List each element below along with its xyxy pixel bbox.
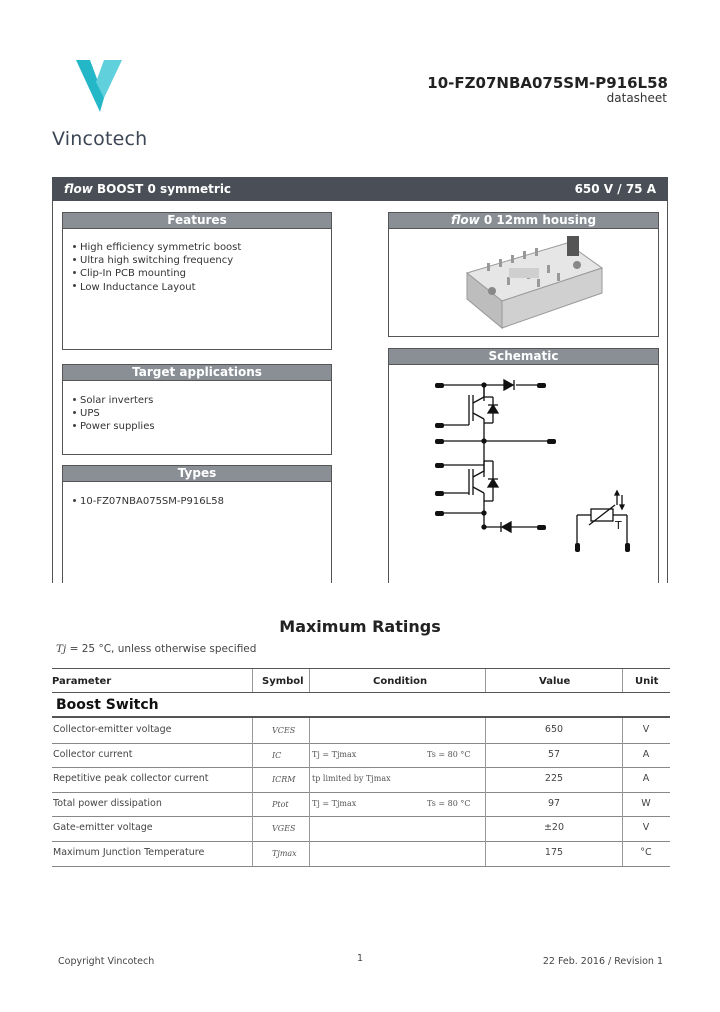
cell-divider <box>252 792 253 817</box>
list-item: Ultra high switching frequency <box>72 255 331 266</box>
cell-unit: A <box>642 773 650 785</box>
cell-symbol: Ptot <box>272 799 289 809</box>
types-list <box>72 496 331 507</box>
document-type: datasheet <box>606 91 667 105</box>
cell-condition-b: Ts = 80 °C <box>427 798 471 808</box>
cell-symbol: VCES <box>272 726 296 735</box>
cell-divider <box>309 767 310 792</box>
header-parameter: Parameter <box>52 676 112 687</box>
cell-parameter: Collector current <box>53 748 133 760</box>
cell-divider <box>252 841 253 866</box>
cell-symbol: ICRM <box>272 775 296 785</box>
row-rule <box>52 792 670 793</box>
section-rule <box>52 716 670 718</box>
ntc-label: T <box>615 519 622 532</box>
header-value: Value <box>539 676 571 687</box>
features-box <box>62 212 332 350</box>
features-list <box>72 242 331 293</box>
header-divider <box>485 669 486 692</box>
cell-parameter: Total power dissipation <box>53 797 162 809</box>
types-heading: Types <box>63 466 331 482</box>
cell-parameter: Maximum Junction Temperature <box>53 847 205 858</box>
cell-unit: W <box>641 797 651 809</box>
cell-divider <box>309 718 310 743</box>
section-boost-switch: Boost Switch <box>56 697 159 713</box>
housing-heading: flow 0 12mm housing <box>389 213 658 229</box>
maximum-ratings-title: Maximum Ratings <box>279 617 441 636</box>
cell-condition-a: Tj = Tjmax <box>312 798 357 808</box>
cell-divider <box>252 767 253 792</box>
cell-symbol: Tjmax <box>272 849 297 858</box>
footer-date-revision: 22 Feb. 2016 / Revision 1 <box>542 956 663 967</box>
schematic-heading: Schematic <box>389 349 658 365</box>
cell-divider <box>309 816 310 841</box>
footer-copyright: Copyright Vincotech <box>58 956 155 967</box>
cell-unit: V <box>642 822 650 834</box>
target-applications-box <box>62 364 332 455</box>
cell-value: ±20 <box>543 822 565 834</box>
product-family: flow BOOST 0 symmetric <box>64 182 232 196</box>
vincotech-logo-mark <box>74 58 126 118</box>
cell-value: 650 <box>544 724 564 735</box>
housing-box <box>388 212 659 337</box>
cell-value: 175 <box>544 847 564 858</box>
footer-page-number: 1 <box>357 953 364 964</box>
cell-divider <box>309 841 310 866</box>
applications-heading: Target applications <box>63 365 331 381</box>
cell-condition-a: tp limited by Tjmax <box>312 774 391 784</box>
cell-value: 57 <box>547 748 561 760</box>
applications-list <box>72 395 331 432</box>
cell-parameter: Collector-emitter voltage <box>53 724 172 735</box>
cell-unit: A <box>642 748 650 760</box>
cell-divider <box>309 792 310 817</box>
part-number-title: 10-FZ07NBA075SM-P916L58 <box>427 74 668 92</box>
row-rule <box>52 866 670 867</box>
cell-value: 97 <box>547 797 561 809</box>
cell-divider <box>309 743 310 768</box>
cell-condition-b: Ts = 80 °C <box>427 749 471 759</box>
cell-parameter: Repetitive peak collector current <box>53 773 209 785</box>
cell-value: 225 <box>544 773 564 785</box>
list-item: Low Inductance Layout <box>72 282 331 293</box>
cell-unit: V <box>642 724 650 735</box>
header-symbol: Symbol <box>262 676 304 687</box>
cell-parameter: Gate-emitter voltage <box>53 822 153 834</box>
cell-condition-a: Tj = Tjmax <box>312 749 357 759</box>
table-header-rule <box>52 692 670 693</box>
product-rating: 650 V / 75 A <box>574 182 656 196</box>
list-item: UPS <box>72 408 331 419</box>
features-heading: Features <box>63 213 331 229</box>
schematic-diagram <box>389 365 659 587</box>
cell-unit: °C <box>640 847 652 858</box>
cell-divider <box>252 743 253 768</box>
list-item: 10-FZ07NBA075SM-P916L58 <box>72 496 331 507</box>
types-box <box>62 465 332 583</box>
temperature-condition-note: Tj = 25 °C, unless otherwise specified <box>56 643 257 655</box>
schematic-box <box>388 348 659 583</box>
product-title-bar <box>52 177 668 201</box>
cell-symbol: VGES <box>272 824 296 834</box>
header-divider <box>252 669 253 692</box>
cell-divider <box>252 718 253 743</box>
row-rule <box>52 841 670 842</box>
list-item: Solar inverters <box>72 395 331 406</box>
cell-divider <box>252 816 253 841</box>
list-item: Clip-In PCB mounting <box>72 268 331 279</box>
housing-photo <box>447 233 607 337</box>
header-unit: Unit <box>635 676 659 687</box>
logo-text: Vincotech <box>52 128 148 150</box>
row-rule <box>52 816 670 817</box>
row-rule <box>52 767 670 768</box>
list-item: High efficiency symmetric boost <box>72 242 331 253</box>
table-top-rule <box>52 668 670 669</box>
header-condition: Condition <box>373 676 428 687</box>
header-divider <box>622 669 623 692</box>
list-item: Power supplies <box>72 421 331 432</box>
cell-symbol: IC <box>272 750 282 760</box>
row-rule <box>52 743 670 744</box>
header-divider <box>309 669 310 692</box>
